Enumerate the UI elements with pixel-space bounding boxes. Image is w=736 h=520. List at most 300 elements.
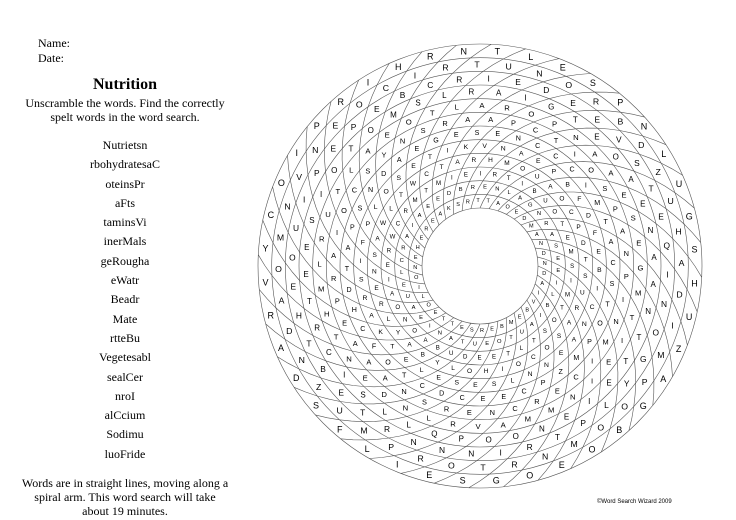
- puzzle-letter: N: [371, 268, 377, 276]
- worksheet-title: Nutrition: [93, 76, 157, 93]
- puzzle-letter: O: [448, 460, 455, 471]
- puzzle-letter: B: [525, 307, 530, 314]
- puzzle-letter: V: [296, 172, 302, 183]
- instructions-text: Unscramble the words. Find the correctly spelt words in the word search.: [25, 96, 225, 124]
- puzzle-letter: Z: [655, 166, 661, 177]
- puzzle-letter: E: [419, 314, 423, 321]
- puzzle-letter: Z: [558, 367, 563, 376]
- puzzle-letter: E: [304, 242, 310, 252]
- puzzle-letter: Y: [623, 378, 630, 389]
- puzzle-letter: B: [500, 324, 504, 330]
- puzzle-letter: F: [592, 230, 598, 237]
- puzzle-letter: E: [430, 218, 435, 225]
- puzzle-letter: M: [508, 319, 514, 326]
- puzzle-letter: B: [399, 89, 406, 100]
- word-item: Vegetesabl: [99, 350, 151, 365]
- puzzle-letter: C: [395, 220, 401, 228]
- puzzle-letter: U: [667, 195, 674, 206]
- puzzle-letter: P: [511, 118, 516, 128]
- puzzle-letter: D: [381, 170, 387, 178]
- puzzle-letter: F: [577, 196, 582, 203]
- puzzle-letter: P: [314, 168, 320, 178]
- puzzle-letter: U: [472, 341, 477, 348]
- puzzle-letter: C: [326, 348, 332, 358]
- name-date-block: [38, 36, 70, 66]
- puzzle-letter: C: [610, 259, 616, 267]
- puzzle-letter: T: [509, 335, 513, 342]
- ring-line: [419, 208, 538, 324]
- puzzle-letter: U: [505, 61, 512, 72]
- puzzle-letter: R: [471, 156, 477, 164]
- puzzle-letter: U: [543, 197, 548, 205]
- puzzle-letter: O: [652, 327, 660, 338]
- puzzle-letter: I: [395, 459, 399, 470]
- puzzle-letter: H: [394, 62, 402, 72]
- puzzle-letter: P: [458, 434, 464, 444]
- puzzle-letter: N: [515, 134, 521, 143]
- puzzle-letter: N: [527, 371, 533, 378]
- puzzle-letter: A: [529, 322, 534, 328]
- puzzle-letter: L: [317, 259, 322, 269]
- puzzle-letter: B: [435, 344, 440, 352]
- puzzle-letter: I: [388, 276, 390, 284]
- puzzle-letter: S: [469, 327, 474, 334]
- puzzle-letter: R: [386, 247, 392, 255]
- puzzle-letter: H: [675, 226, 682, 237]
- puzzle-letter: N: [284, 201, 291, 212]
- puzzle-letter: P: [350, 223, 355, 232]
- puzzle-letter: F: [371, 342, 377, 351]
- puzzle-letter: I: [570, 277, 572, 285]
- puzzle-letter: S: [542, 327, 547, 335]
- puzzle-letter: E: [436, 374, 441, 382]
- puzzle-letter: A: [352, 338, 358, 348]
- puzzle-letter: A: [366, 357, 372, 367]
- puzzle-letter: A: [407, 341, 412, 349]
- puzzle-letter: E: [640, 199, 646, 209]
- puzzle-letter: A: [345, 244, 351, 253]
- puzzle-letter: T: [460, 339, 465, 346]
- ring-line: [405, 194, 551, 337]
- puzzle-letter: M: [412, 197, 418, 205]
- puzzle-letter: U: [534, 173, 540, 181]
- puzzle-letter: L: [661, 149, 667, 159]
- puzzle-letter: P: [334, 296, 340, 306]
- puzzle-letter: N: [401, 387, 407, 397]
- puzzle-letter: A: [331, 250, 337, 260]
- word-item: geRougha: [100, 253, 150, 268]
- puzzle-letter: U: [405, 294, 410, 300]
- puzzle-letter: E: [606, 378, 612, 388]
- puzzle-letter: S: [456, 202, 460, 208]
- puzzle-letter: N: [402, 316, 408, 324]
- puzzle-letter: T: [603, 218, 608, 226]
- puzzle-letter: T: [560, 221, 565, 228]
- puzzle-letter: R: [470, 184, 475, 191]
- puzzle-letter: G: [492, 475, 500, 486]
- puzzle-letter: L: [421, 294, 425, 301]
- puzzle-letter: G: [433, 136, 439, 145]
- puzzle-letter: R: [401, 245, 406, 252]
- puzzle-letter: S: [491, 381, 497, 389]
- puzzle-letter: O: [597, 319, 603, 328]
- puzzle-letter: M: [547, 405, 555, 415]
- puzzle-letter: C: [532, 125, 539, 135]
- puzzle-letter: E: [495, 130, 501, 138]
- puzzle-letter: F: [337, 424, 343, 435]
- puzzle-letter: T: [554, 432, 560, 443]
- puzzle-letter: L: [454, 102, 459, 112]
- puzzle-letter: I: [501, 365, 504, 373]
- puzzle-letter: M: [634, 288, 642, 298]
- puzzle-letter: R: [456, 74, 463, 85]
- puzzle-letter: M: [435, 180, 442, 188]
- puzzle-letter: N: [539, 241, 543, 248]
- puzzle-letter: T: [553, 135, 559, 145]
- puzzle-letter: H: [415, 244, 420, 251]
- puzzle-letter: T: [486, 198, 490, 205]
- puzzle-letter: B: [616, 425, 623, 435]
- puzzle-letter: T: [307, 297, 312, 307]
- puzzle-letter: A: [375, 235, 380, 243]
- word-item: inerMals: [103, 234, 147, 249]
- puzzle-letter: C: [427, 79, 434, 90]
- puzzle-letter: I: [621, 295, 625, 304]
- puzzle-letter: I: [451, 174, 453, 182]
- puzzle-letter: C: [553, 152, 559, 161]
- puzzle-letter: E: [556, 255, 561, 262]
- puzzle-letter: C: [382, 82, 390, 93]
- puzzle-letter: A: [277, 342, 285, 353]
- puzzle-letter: A: [278, 295, 285, 306]
- puzzle-letter: S: [309, 215, 315, 225]
- puzzle-letter: B: [458, 186, 463, 193]
- puzzle-letter: L: [442, 91, 447, 100]
- left-panel: [20, 76, 230, 518]
- puzzle-letter: M: [504, 160, 510, 168]
- puzzle-letter: P: [350, 122, 357, 133]
- puzzle-letter: E: [606, 357, 612, 367]
- puzzle-letter: C: [267, 210, 275, 221]
- puzzle-letter: E: [426, 470, 433, 481]
- puzzle-letter: O: [551, 317, 557, 324]
- puzzle-letter: A: [455, 159, 460, 167]
- puzzle-letter: I: [413, 70, 417, 81]
- puzzle-letter: M: [390, 110, 397, 120]
- puzzle-letter: R: [492, 171, 498, 179]
- spiral-word-search: [240, 28, 720, 508]
- puzzle-letter: O: [552, 208, 558, 216]
- word-item: taminsVi: [103, 215, 147, 230]
- puzzle-letter: L: [426, 413, 431, 423]
- puzzle-letter: I: [303, 194, 306, 205]
- puzzle-letter: E: [436, 196, 441, 203]
- puzzle-letter: S: [630, 213, 636, 223]
- spiral-arm-line: [498, 174, 701, 242]
- puzzle-letter: T: [424, 187, 428, 195]
- puzzle-letter: B: [320, 364, 326, 375]
- puzzle-letter: R: [417, 453, 424, 464]
- puzzle-letter: G: [639, 401, 647, 412]
- puzzle-letter: P: [576, 224, 581, 232]
- puzzle-letter: D: [638, 140, 645, 151]
- puzzle-letter: S: [420, 126, 426, 136]
- puzzle-letter: O: [515, 361, 521, 369]
- puzzle-letter: E: [501, 393, 507, 401]
- puzzle-letter: A: [592, 149, 598, 159]
- puzzle-letter: L: [389, 205, 393, 213]
- puzzle-letter: E: [636, 238, 642, 248]
- puzzle-letter: C: [589, 303, 595, 311]
- puzzle-letter: R: [450, 419, 456, 429]
- puzzle-letter: D: [446, 190, 452, 197]
- puzzle-letter: E: [485, 341, 490, 348]
- puzzle-letter: S: [602, 184, 608, 194]
- puzzle-letter: W: [389, 233, 396, 241]
- puzzle-letter: A: [390, 290, 395, 298]
- date-label: Date:: [38, 51, 64, 65]
- puzzle-letter: A: [405, 233, 410, 240]
- puzzle-letter: E: [411, 163, 416, 171]
- puzzle-letter: U: [675, 179, 683, 190]
- puzzle-letter: A: [438, 211, 443, 218]
- puzzle-letter: O: [526, 470, 534, 481]
- puzzle-letter: A: [608, 238, 614, 247]
- puzzle-letter: D: [462, 353, 468, 361]
- puzzle-letter: E: [594, 132, 600, 142]
- word-list: [20, 136, 230, 464]
- puzzle-letter: M: [360, 425, 368, 436]
- puzzle-letter: A: [496, 200, 500, 207]
- puzzle-letter: Y: [262, 243, 269, 254]
- puzzle-letter: L: [364, 444, 370, 455]
- puzzle-letter: D: [522, 215, 527, 222]
- puzzle-letter: E: [419, 235, 424, 242]
- puzzle-letter: E: [303, 270, 309, 280]
- puzzle-letter: E: [480, 395, 486, 404]
- puzzle-letter: L: [510, 377, 515, 385]
- puzzle-letter: C: [521, 387, 527, 396]
- puzzle-letter: A: [496, 88, 502, 98]
- puzzle-letter: M: [564, 291, 571, 299]
- puzzle-letter: E: [556, 268, 561, 275]
- ring-line: [340, 126, 620, 406]
- puzzle-letter: N: [536, 68, 543, 79]
- puzzle-letter: E: [658, 211, 664, 222]
- puzzle-letter: B: [532, 188, 537, 196]
- puzzle-letter: T: [648, 183, 654, 194]
- puzzle-letter: E: [342, 318, 348, 328]
- name-label: Name:: [38, 36, 70, 50]
- puzzle-letter: U: [519, 329, 524, 336]
- puzzle-letter: I: [621, 336, 624, 346]
- puzzle-letter: V: [531, 299, 536, 306]
- puzzle-letter: O: [528, 109, 535, 119]
- puzzle-letter: P: [617, 97, 624, 108]
- puzzle-letter: I: [499, 447, 502, 458]
- puzzle-letter: A: [534, 231, 539, 238]
- puzzle-letter: U: [448, 350, 454, 357]
- puzzle-letter: V: [475, 422, 481, 431]
- puzzle-letter: L: [382, 407, 387, 417]
- puzzle-letter: T: [360, 407, 366, 418]
- puzzle-letter: E: [558, 460, 565, 470]
- puzzle-letter: S: [357, 204, 363, 213]
- word-item: Mate: [112, 311, 138, 326]
- puzzle-letter: I: [584, 181, 587, 190]
- puzzle-letter: L: [528, 51, 534, 62]
- puzzle-letter: A: [651, 252, 657, 262]
- puzzle-letter: E: [570, 97, 576, 108]
- puzzle-letter: T: [583, 256, 588, 264]
- puzzle-letter: T: [476, 198, 480, 205]
- puzzle-letter: C: [535, 142, 541, 150]
- puzzle-letter: C: [360, 325, 366, 334]
- puzzle-letter: M: [529, 223, 534, 230]
- puzzle-letter: E: [515, 77, 521, 87]
- word-item: alCcium: [104, 408, 146, 423]
- puzzle-letter: E: [362, 373, 368, 383]
- puzzle-letter: L: [400, 270, 404, 277]
- puzzle-letter: A: [566, 319, 572, 327]
- puzzle-letter: O: [588, 165, 594, 175]
- puzzle-letter: I: [418, 284, 420, 291]
- puzzle-letter: E: [384, 130, 390, 140]
- puzzle-letter: A: [540, 281, 545, 288]
- puzzle-letter: A: [620, 226, 626, 236]
- puzzle-letter: L: [604, 399, 609, 410]
- puzzle-letter: T: [450, 321, 454, 328]
- puzzle-letter: O: [275, 264, 282, 274]
- puzzle-letter: E: [558, 350, 564, 358]
- puzzle-letter: I: [487, 73, 490, 84]
- puzzle-letter: I: [671, 320, 674, 331]
- puzzle-letter: E: [594, 114, 601, 125]
- puzzle-letter: W: [409, 180, 417, 188]
- puzzle-letter: S: [360, 390, 366, 400]
- puzzle-letter: N: [402, 403, 409, 413]
- puzzle-letter: O: [485, 435, 492, 445]
- puzzle-letter: R: [526, 442, 533, 453]
- word-item: rtteBu: [110, 330, 140, 345]
- puzzle-letter: E: [374, 104, 380, 115]
- puzzle-letter: T: [629, 312, 635, 322]
- puzzle-letter: S: [554, 243, 559, 250]
- puzzle-letter: P: [313, 120, 320, 131]
- puzzle-letter: U: [685, 311, 693, 322]
- puzzle-letter: G: [548, 102, 555, 112]
- puzzle-letter: N: [613, 317, 619, 326]
- puzzle-letter: I: [666, 269, 669, 280]
- word-item: eWatr: [110, 273, 140, 288]
- puzzle-letter: S: [359, 276, 364, 284]
- puzzle-letter: R: [504, 103, 510, 113]
- puzzle-letter: E: [330, 143, 337, 154]
- puzzle-letter: I: [359, 257, 362, 265]
- puzzle-letter: O: [588, 444, 596, 455]
- puzzle-letter: E: [517, 314, 522, 321]
- word-item: sealCer: [107, 369, 143, 384]
- puzzle-letter: R: [403, 208, 408, 215]
- puzzle-letter: B: [420, 351, 425, 359]
- puzzle-letter: T: [348, 144, 354, 154]
- puzzle-letter: R: [442, 62, 449, 73]
- puzzle-letter: T: [623, 356, 629, 366]
- puzzle-letter: T: [344, 265, 350, 273]
- puzzle-letter: E: [338, 387, 344, 398]
- puzzle-letter: R: [574, 305, 580, 313]
- puzzle-letter: B: [545, 303, 550, 310]
- puzzle-letter: S: [422, 397, 427, 407]
- puzzle-letter: E: [536, 158, 541, 166]
- puzzle-letter: N: [438, 445, 446, 455]
- puzzle-letter: N: [495, 186, 500, 193]
- puzzle-letter: C: [419, 382, 425, 390]
- puzzle-letter: T: [506, 350, 510, 358]
- puzzle-letter: N: [437, 330, 442, 337]
- puzzle-letter: D: [541, 250, 546, 257]
- puzzle-letter: N: [500, 145, 506, 153]
- puzzle-letter: S: [459, 475, 466, 486]
- puzzle-letter: O: [565, 80, 573, 91]
- puzzle-letter: H: [483, 368, 489, 376]
- puzzle-letter: T: [480, 462, 486, 473]
- puzzle-letter: O: [277, 178, 285, 189]
- puzzle-letter: N: [581, 320, 587, 328]
- puzzle-letter: A: [550, 232, 555, 238]
- puzzle-letter: D: [543, 85, 550, 96]
- puzzle-letter: G: [527, 202, 533, 209]
- puzzle-letter: R: [544, 221, 549, 228]
- puzzle-letter: W: [380, 219, 387, 227]
- puzzle-letter: S: [691, 244, 698, 255]
- puzzle-letter: U: [336, 405, 343, 416]
- puzzle-letter: A: [396, 156, 402, 165]
- puzzle-letter: H: [324, 309, 330, 319]
- puzzle-letter: O: [383, 188, 389, 196]
- puzzle-letter: N: [536, 211, 542, 218]
- puzzle-letter: P: [365, 221, 371, 229]
- puzzle-letter: C: [512, 404, 518, 414]
- puzzle-letter: S: [570, 262, 575, 270]
- puzzle-letter: R: [592, 96, 600, 107]
- spiral-arm-line: [259, 290, 462, 358]
- puzzle-letter: T: [532, 337, 536, 345]
- puzzle-letter: L: [551, 292, 555, 299]
- puzzle-letter: R: [379, 300, 384, 308]
- puzzle-letter: A: [571, 336, 577, 344]
- puzzle-letter: I: [335, 228, 339, 237]
- puzzle-letter: T: [427, 154, 432, 161]
- puzzle-letter: Y: [381, 150, 387, 160]
- puzzle-letter: R: [511, 459, 518, 470]
- puzzle-letter: I: [343, 370, 346, 380]
- puzzle-letter: Z: [316, 381, 322, 392]
- puzzle-letter: V: [616, 134, 622, 145]
- puzzle-letter: I: [446, 147, 449, 155]
- puzzle-letter: R: [362, 295, 368, 302]
- word-item: aFts: [114, 195, 135, 210]
- puzzle-letter: M: [317, 284, 325, 294]
- puzzle-letter: O: [512, 432, 519, 441]
- puzzle-letter: A: [519, 150, 524, 158]
- puzzle-letter: L: [349, 165, 354, 175]
- puzzle-letter: L: [386, 315, 391, 323]
- word-item: nroI: [115, 388, 135, 403]
- puzzle-letter: T: [335, 186, 341, 196]
- puzzle-letter: T: [605, 300, 610, 309]
- puzzle-letter: A: [518, 195, 523, 202]
